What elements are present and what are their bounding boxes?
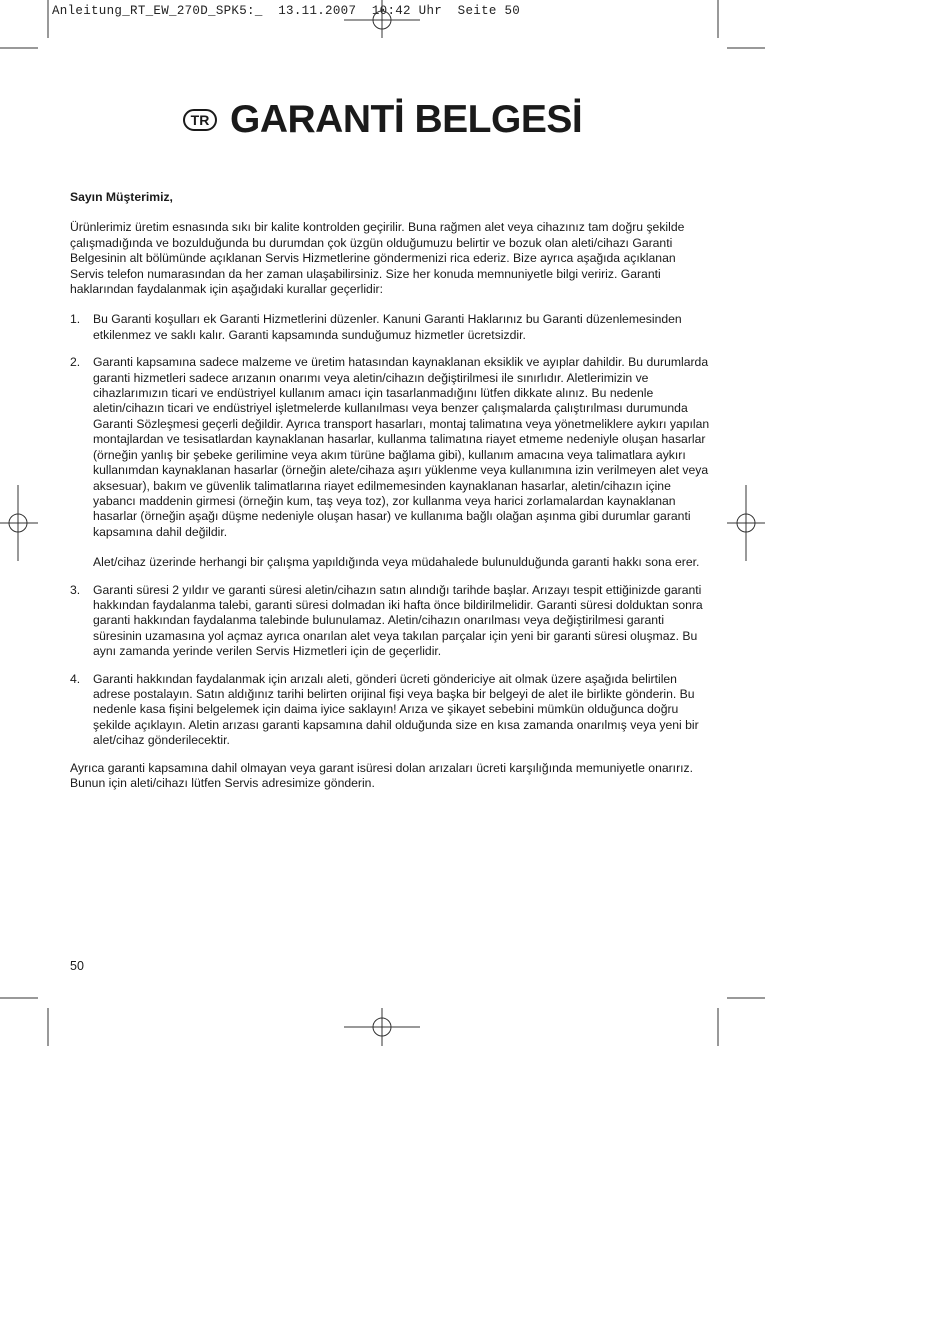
list-item xyxy=(70,355,710,570)
paragraph: Bu Garanti koşulları ek Garanti Hizmetlerini düzenler. Kanuni Garanti Haklarınız bu Garanti düzenlemesinden etkilenmez ve saklı kalır. Garanti kapsamında sunduğumuz hizmetler ücretsizdir. xyxy=(93,312,682,342)
intro-paragraph: Ürünlerimiz üretim esnasında sıkı bir kalite kontrolden geçirilir. Buna rağmen alet veya cihazınız tam doğru şekilde çalışmadığında ve bozulduğunda bu durumdan çok üzgün olduğumuzu belirtir ve bozuk olan aleti/cihazı Garanti Belgesinin alt bölümünde açıklanan Servis Hizmetlerine göndermenizi rica ederiz. Bize ayrıca aşağıda açıklanan Servis telefon numarasından da her zaman ulaşabilirsiniz. Size her konuda memnuniyetle bilgi veririz. Garanti haklarından faydalanmak için aşağıdaki kurallar geçerlidir: xyxy=(70,220,685,297)
paragraph: Garanti hakkından faydalanmak için arızalı aleti, gönderi ücreti göndericiye ait olmak üzere aşağıda belirtilen adrese postalayın. Satın aldığınız tarihi belirten orijinal fişi veya başka bir belgeyi de alet ile birlikte gönderin. Bu nedenle kasa fişini belgelemek için daima iyice saklayın! Arıza ve şikayet sebebini mümkün olduğunca doğru şekilde açıklayın. Aletin arızası garanti kapsamına dahil olduğunda size en kısa zamanda onarılmış veya yeni bir alet/cihaz gönderilecektir. xyxy=(93,671,699,748)
page-number: 50 xyxy=(70,959,84,973)
salutation: Sayın Müşterimiz, xyxy=(70,190,173,204)
list-item xyxy=(70,583,710,660)
list-item-number: 3. xyxy=(70,582,81,597)
page-title: GARANTİ BELGESİ xyxy=(230,98,583,141)
paragraph: Garanti süresi 2 yıldır ve garanti süresi aletin/cihazın satın alındığı tarihde başlar. Arızayı tespit ettiğinizde garanti hakkından faydalanma talebi, garanti süresi dolmadan iki hafta önce bildirilmelidir. Garanti süresi dolduktan sonra garanti hakkından faydalanma talebinde bulunulamaz. Aletin/cihazın onarılması veya değiştirilmesi garanti süresinin uzamasına yol açmaz ayrıca onarılan alet veya takılan parçalar için yeni bir garanti süresi oluşmaz. Bu aynı zamanda yerinde verilen Servis Hizmetleri için de geçerlidir. xyxy=(93,582,703,659)
list-item xyxy=(70,312,710,343)
list-item-text xyxy=(93,672,710,749)
paragraph: Alet/cihaz üzerinde herhangi bir çalışma yapıldığında veya müdahalede bulunulduğunda garanti hakkı sona erer. xyxy=(93,555,700,570)
list-item-number: 1. xyxy=(70,312,81,327)
list-item-text xyxy=(93,312,710,343)
language-badge: TR xyxy=(183,109,217,131)
list-item-number: 2. xyxy=(70,355,81,370)
list-item xyxy=(70,672,710,749)
list-item-text xyxy=(93,583,710,660)
list-item-number: 4. xyxy=(70,671,81,686)
print-slug: Anleitung_RT_EW_270D_SPK5:_ 13.11.2007 10:42 Uhr Seite 50 xyxy=(52,4,521,18)
list-item-text xyxy=(93,355,710,570)
closing-paragraph: Ayrıca garanti kapsamına dahil olmayan veya garant isüresi dolan arızaları ücreti karşılığında memuniyetle onarırız. Bunun için aleti/cihazı lütfen Servis adresimize gönderin. xyxy=(70,760,693,790)
document-header xyxy=(183,98,582,142)
paragraph: Garanti kapsamına sadece malzeme ve üretim hatasından kaynaklanan eksiklik ve ayıplar dahildir. Bu durumlarda garanti hizmetleri sadece arızanın onarımı veya aletin/cihazın değiştirilmesi ile sınırlıdır. Aletlerimizin ve cihazlarımızın ticari ve endüstriyel kullanım amacı için tasarlanmadığını lütfen dikkate alınız. Bu nedenle aletin/cihazın ticari ve endüstriyel işletmelerde kullanılması veya benzer çalışmalarda çalıştırılması durumunda Garanti Sözleşmesi geçerli değildir. Ayrıca transport hasarları, montaj talimatına veya yönetmeliklere aykırı yapılan montajlardan ve tesisatlardan kaynaklanan hasarlar, kullanma talimatına riayet etmeme nedeniyle oluşan hasarlar (örneğin yanlış bir şebeke gerilimine veya akım türüne bağlama gibi), kullanım amacına veya talimatlara aykırı kullanımdan kaynaklanan hasarlar (örneğin alete/cihaza aşırı yüklenme veya kullanımına izin verilmeyen alet veya aksesuar), bakım ve güvenlik talimatlarına riayet edilmemesinden kaynaklanan hasarlar, aletin/cihazın içine yabancı maddenin girmesi (örneğin kum, taş veya toz), zor kullanma veya harici zorlamalardan kaynaklanan hasarlar (örneğin aşağı düşme nedeniyle oluşan hasar) ve kullanıma bağlı olağan aşınma gibi durumlar garanti kapsamına dahil değildir. xyxy=(93,355,710,539)
document-body xyxy=(70,190,710,791)
